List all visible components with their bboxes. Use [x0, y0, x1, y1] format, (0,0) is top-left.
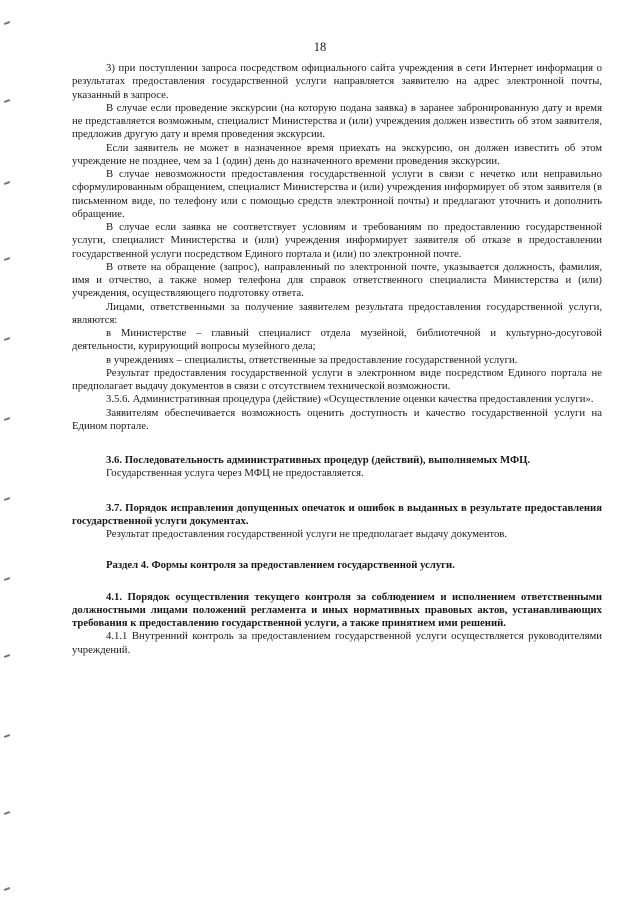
scan-artifact [4, 181, 10, 185]
spacer [72, 433, 602, 454]
paragraph-unclear-request: В случае невозможности предоставления государственной услуги в связи с нечетко или неправильно сформулированным обращением, специалист Министерства и (или) учреждения информирует об этом заявителя (в письменном виде, по телефону или с помощью средств электронной почты) и предлагают уточнить и дополнить обращение. [72, 168, 602, 220]
section-3-6-text: Государственная услуга через МФЦ не предоставляется. [106, 467, 364, 480]
scan-artifact [4, 99, 10, 103]
paragraph-responsible-persons: Лицами, ответственными за получение заявителем результата предоставления государственной услуги, являются: [72, 300, 602, 326]
paragraph-ministry-specialist: в Министерстве – главный специалист отдела музейной, библиотечной и культурно-досуговой деятельности, курирующий вопросы музейного дела; [72, 327, 602, 353]
paragraph-excursion-reschedule: В случае если проведение экскурсии (на которую подана заявка) в заранее забронированную дату и время не представляется возможным, специалист Министерства и (или) учреждения должен известить об этом заявителя, предложив другую дату и время проведения экскурсии. [72, 101, 602, 141]
section-4-heading: Раздел 4. Формы контроля за предоставлением государственной услуги. [106, 559, 455, 572]
paragraph-institution-specialists: в учреждениях – специалисты, ответственные за предоставление государственной услуги. [106, 353, 518, 366]
spacer [72, 541, 602, 559]
scan-artifact [4, 887, 10, 891]
page-number: 18 [313, 40, 327, 54]
scan-artifact [4, 811, 10, 815]
spacer [72, 481, 602, 502]
scan-artifact [4, 257, 10, 261]
document-body [72, 62, 602, 657]
spacer [72, 573, 602, 591]
scan-artifact [4, 337, 10, 341]
scan-artifact [4, 577, 10, 581]
paragraph-3-5-6: 3.5.6. Административная процедура (действие) «Осуществление оценки качества предоставления услуги». [106, 393, 594, 406]
section-4-1-heading: 4.1. Порядок осуществления текущего контроля за соблюдением и исполнением ответственными должностными лицами положений регламента и иных нормативных правовых актов, устанавливающих требования к предоставлению государственной услуги, а также принятием ими решений. [72, 590, 602, 629]
section-4-1-text: 4.1.1 Внутренний контроль за предоставлением государственной услуги осуществляется руководителями учреждений. [72, 630, 602, 656]
scan-artifact [4, 417, 10, 421]
scan-artifact [4, 21, 10, 25]
paragraph-reply-details: В ответе на обращение (запрос), направленный по электронной почте, указывается должность, фамилия, имя и отчество, а также номер телефона для справок ответственного специалиста Министерства и (или) учреждения, осуществляющего подготовку ответа. [72, 260, 602, 300]
paragraph-electronic-result: Результат предоставления государственной услуги в электронном виде посредством Единого портала не предполагает выдачу документов в связи с отсутствием технической возможности. [72, 366, 602, 392]
scan-artifact [4, 497, 10, 501]
section-3-7-text: Результат предоставления государственной услуги не предполагает выдачу документов. [106, 528, 508, 540]
section-3-7-heading: 3.7. Порядок исправления допущенных опечаток и ошибок в выданных в результате предоставления государственной услуги документах. [72, 501, 602, 527]
scan-artifact [4, 654, 10, 658]
paragraph-email-result: 3) при поступлении запроса посредством официального сайта учреждения в сети Интернет информация о результатах предоставления государственной услуги направляется заявителю на адрес электронной почты, указанный в запросе. [72, 62, 602, 101]
scan-artifact [4, 734, 10, 738]
section-3-6-heading: 3.6. Последовательность административных процедур (действий), выполняемых МФЦ. [106, 454, 531, 466]
paragraph-refusal: В случае если заявка не соответствует условиям и требованиям по предоставлению государственной услуги, специалист Министерства и (или) учреждения информирует заявителя об отказе в предоставлении государственной услуги посредством Единого портала и (или) по электронной почте. [72, 221, 602, 260]
paragraph-applicant-notice: Если заявитель не может в назначенное время приехать на экскурсию, он должен известить об этом учреждение не позднее, чем за 1 (один) день до назначенного времени проведения экскурсии. [72, 141, 602, 167]
paragraph-quality-assessment: Заявителям обеспечивается возможность оценить доступность и качество государственной услуги на Едином портале. [72, 406, 602, 432]
